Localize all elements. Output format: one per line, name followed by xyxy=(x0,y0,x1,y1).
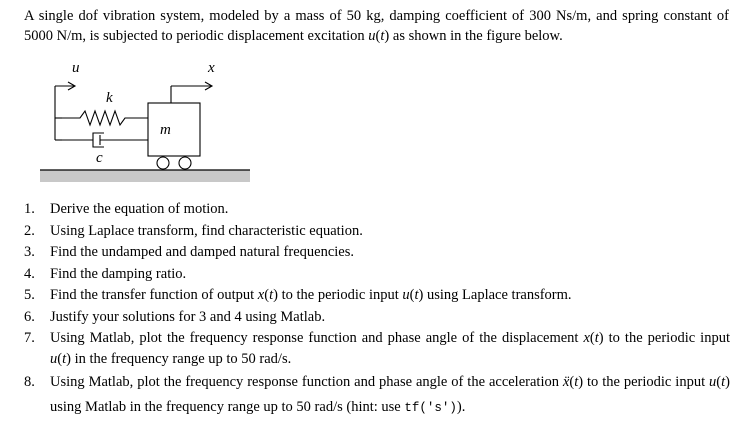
question-text: Derive the equation of motion. xyxy=(50,201,229,217)
paren: ) xyxy=(418,287,424,303)
question-list xyxy=(24,199,730,422)
label-k: k xyxy=(106,90,113,106)
question-4 xyxy=(24,264,730,285)
question-number: 8. xyxy=(24,374,35,390)
question-text: Find the transfer function of output xyxy=(50,287,258,303)
intro-text: A single dof vibration system, modeled by a mass of 50 kg, damping coefficient of 300 Ns/m, and spring constant of 5000 N/m, is subjected to periodic displacement excitation xyxy=(24,8,729,44)
question-number: 3. xyxy=(24,244,35,260)
question-text: ). xyxy=(456,399,466,415)
question-text: using Matlab in the frequency range up to 50 rad/s (hint: use xyxy=(50,399,405,415)
question-2 xyxy=(24,221,730,242)
u-arrow xyxy=(55,82,75,118)
question-text: Using Matlab, plot the frequency response function and phase angle of the displacement xyxy=(50,330,584,346)
question-text: Using Matlab, plot the frequency response function and phase angle of the acceleration xyxy=(50,374,563,390)
var-t: t xyxy=(594,330,599,346)
x-arrow xyxy=(171,82,212,103)
var-x: x xyxy=(583,330,590,346)
problem-statement xyxy=(24,6,729,46)
question-6 xyxy=(24,307,730,328)
paren: ) xyxy=(66,350,71,367)
left-support xyxy=(55,118,62,140)
paren: ) xyxy=(384,28,390,44)
paren: ( xyxy=(264,287,270,303)
var-t: t xyxy=(380,28,385,44)
var-t: t xyxy=(62,350,67,367)
question-number: 6. xyxy=(24,308,35,325)
var-t: t xyxy=(574,374,579,390)
question-number: 5. xyxy=(24,287,35,303)
question-text: to the periodic input xyxy=(603,330,730,346)
label-x: x xyxy=(208,60,215,76)
question-number: 7. xyxy=(24,330,35,346)
var-u: u xyxy=(709,374,717,390)
question-text: in the frequency range up to 50 rad/s. xyxy=(70,350,292,367)
question-number: 2. xyxy=(24,222,35,239)
paren: ( xyxy=(589,330,595,346)
question-text: Find the damping ratio. xyxy=(50,265,187,282)
paren: ( xyxy=(716,374,722,390)
question-7 xyxy=(24,328,730,369)
paren: ) xyxy=(578,374,584,390)
question-text: Justify your solutions for 3 and 4 using Matlab. xyxy=(50,308,326,325)
var-u: u xyxy=(402,287,410,303)
label-u: u xyxy=(72,60,80,76)
label-m: m xyxy=(160,122,171,138)
label-c: c xyxy=(96,150,103,166)
question-text: to the periodic input xyxy=(277,287,403,303)
code-hint: tf('s') xyxy=(404,401,457,415)
paren: ( xyxy=(57,350,63,367)
var-t: t xyxy=(269,287,274,303)
question-text: to the periodic input xyxy=(583,374,710,390)
wheel-right xyxy=(179,157,191,169)
question-number: 1. xyxy=(24,201,35,217)
var-u: u xyxy=(368,28,376,44)
paren: ( xyxy=(375,28,381,44)
spring xyxy=(55,111,148,125)
question-1 xyxy=(24,199,730,220)
var-x-ddot: ẍ xyxy=(562,374,570,390)
question-text: using Laplace transform. xyxy=(423,287,572,303)
mass-block xyxy=(148,103,200,156)
var-t: t xyxy=(721,374,726,390)
paren: ) xyxy=(725,374,730,390)
paren: ( xyxy=(409,287,415,303)
wheel-left xyxy=(157,157,169,169)
ground xyxy=(40,170,250,182)
question-3 xyxy=(24,242,730,263)
question-text: Find the undamped and damped natural frequencies. xyxy=(50,244,354,260)
vibration-system-figure xyxy=(40,58,255,190)
question-5 xyxy=(24,285,730,306)
damper xyxy=(55,133,148,147)
question-number: 4. xyxy=(24,265,35,282)
paren: ) xyxy=(273,287,278,303)
question-8 xyxy=(24,370,730,421)
var-x: x xyxy=(257,287,265,303)
paren: ( xyxy=(569,374,575,390)
var-t: t xyxy=(414,287,419,303)
intro-text-end: as shown in the figure below. xyxy=(389,28,563,44)
question-text: Using Laplace transform, find characteristic equation. xyxy=(50,222,363,239)
paren: ) xyxy=(598,330,604,346)
var-u: u xyxy=(50,350,58,367)
